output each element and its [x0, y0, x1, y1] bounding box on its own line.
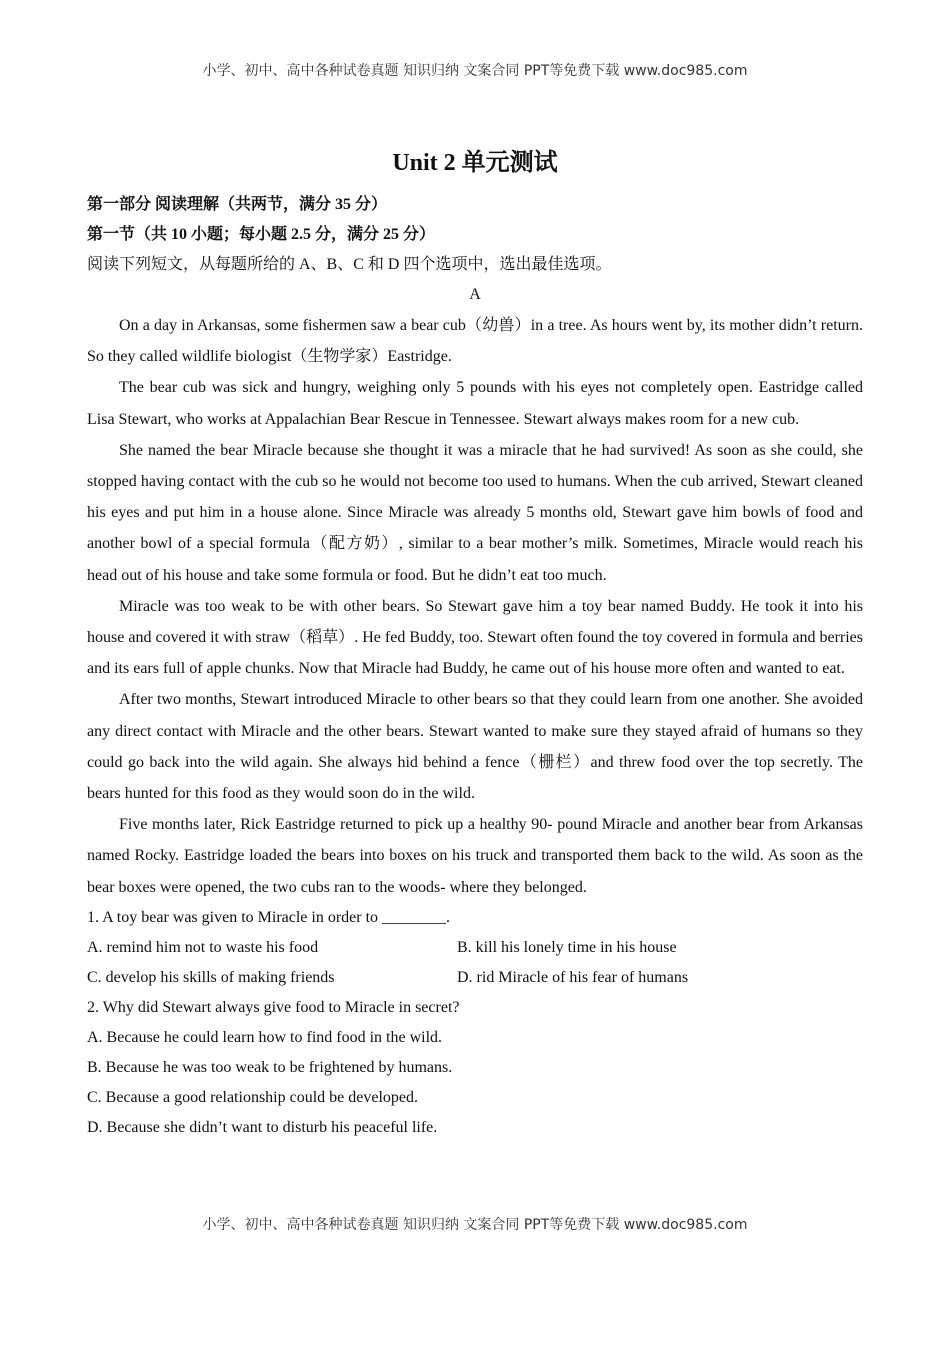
section-heading: 第一节（共 10 小题；每小题 2.5 分，满分 25 分） — [87, 226, 436, 243]
option-c: C. develop his skills of making friends — [87, 968, 335, 986]
option-grid — [87, 933, 863, 993]
paragraph: The bear cub was sick and hungry, weighing only 5 pounds with his eyes not completely open. Eastridge called Lisa Stewart, who works at Appalachian Bear Rescue in Tennessee. Stewart always makes room for a new cub. — [87, 379, 863, 428]
option-c: C. Because a good relationship could be developed. — [87, 1088, 419, 1106]
paragraph: After two months, Stewart introduced Miracle to other bears so that they could learn from one another. She avoided any direct contact with Miracle and the other bears. Stewart wanted to make sure they stayed afraid of humans so they could go back into the wild again. She always hid behind a fence（栅栏）and threw food over the top secretly. The bears hunted for this food as they would soon do in the wild. — [87, 691, 863, 803]
part-heading: 第一部分 阅读理解（共两节，满分 35 分） — [87, 196, 388, 213]
page-footer-banner: 小学、初中、高中各种试卷真题 知识归纳 文案合同 PPT等免费下载 www.doc985.com — [202, 1217, 748, 1233]
option-d: D. rid Miracle of his fear of humans — [457, 968, 689, 986]
option-b: B. Because he was too weak to be frightened by humans. — [87, 1058, 453, 1076]
page-header-banner: 小学、初中、高中各种试卷真题 知识归纳 文案合同 PPT等免费下载 www.doc985.com — [202, 63, 748, 79]
option-b: B. kill his lonely time in his house — [457, 938, 677, 956]
paragraph: She named the bear Miracle because she thought it was a miracle that he had survived! As soon as she could, she stopped having contact with the cub so he would not become too used to humans. When the cub arrived, Stewart cleaned his eyes and put him in a house alone. Since Miracle was already 5 months old, Stewart gave him bowls of food and another bowl of a special formula（配方奶）, similar to a bear mother’s milk. Sometimes, Miracle would reach his head out of his house and take some formula or food. But he didn’t eat too much. — [87, 441, 863, 584]
option-d: D. Because she didn’t want to disturb his peaceful life. — [87, 1118, 438, 1136]
passage-label: A — [469, 286, 481, 303]
instruction: 阅读下列短文，从每题所给的 A、B、C 和 D 四个选项中，选出最佳选项。 — [87, 256, 612, 273]
paragraph: On a day in Arkansas, some fishermen saw a bear cub（幼兽）in a tree. As hours went by, its mother didn’t return. So they called wildlife biologist（生物学家）Eastridge. — [87, 317, 863, 366]
paragraph: Miracle was too weak to be with other bears. So Stewart gave him a toy bear named Buddy. He took it into his house and covered it with straw（稻草）. He fed Buddy, too. Stewart often found the toy covered in formula and berries and its ears full of apple chunks. Now that Miracle had Buddy, he came out of his house more often and wanted to eat. — [87, 597, 863, 678]
question-stem: 1. A toy bear was given to Miracle in order to ________. — [87, 908, 451, 926]
question-stem: 2. Why did Stewart always give food to Miracle in secret? — [87, 998, 460, 1016]
option-a: A. Because he could learn how to find food in the wild. — [87, 1028, 443, 1046]
question-1 — [87, 903, 863, 993]
page-title: Unit 2 单元测试 — [392, 150, 558, 176]
question-2 — [87, 993, 863, 1143]
paragraph: Five months later, Rick Eastridge returned to pick up a healthy 90- pound Miracle and another bear from Arkansas named Rocky. Eastridge loaded the bears into boxes on his truck and transported them back to the wild. As soon as the bear boxes were opened, the two cubs ran to the woods- where they belonged. — [87, 816, 863, 896]
option-a: A. remind him not to waste his food — [87, 938, 319, 956]
document-body — [87, 190, 863, 1143]
